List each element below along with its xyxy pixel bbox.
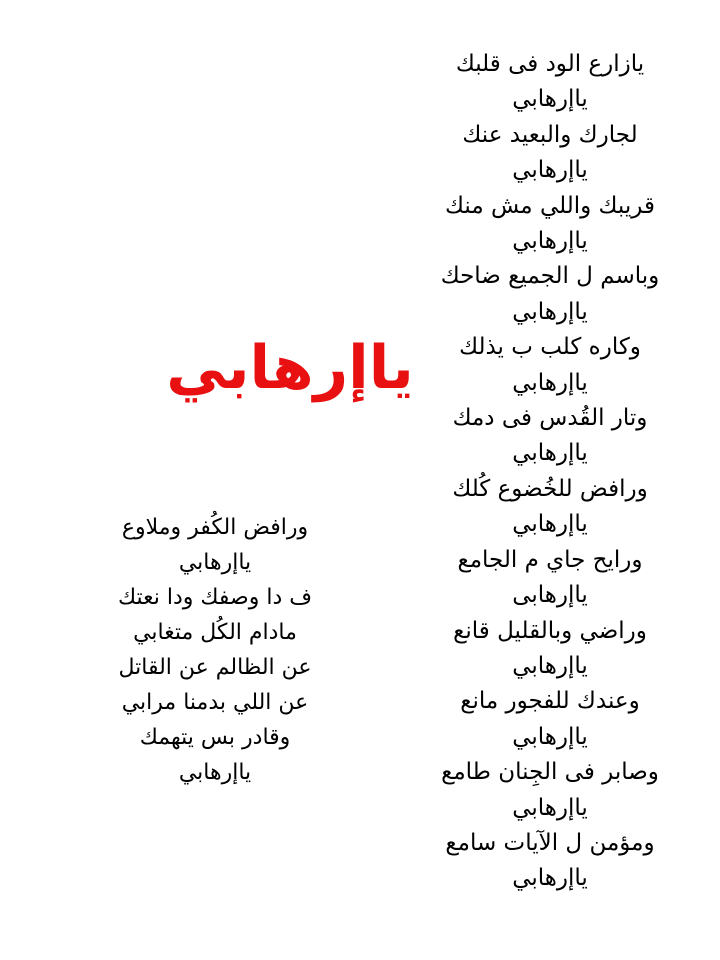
poem-line: لجارك والبعيد عنك	[462, 121, 638, 148]
poem-refrain: ياإرهابي	[512, 723, 588, 750]
poem-refrain: ياإرهابي	[512, 440, 588, 467]
poem-refrain: ياإرهابي	[512, 86, 588, 113]
poem-refrain: ياإرهابي	[512, 652, 588, 679]
poem-line: قريبك واللي مش منك	[445, 192, 655, 219]
poem-refrain: ياإرهابي	[512, 865, 588, 892]
poem-line: وراضي وبالقليل قانع	[453, 617, 647, 644]
poem-left-column	[95, 510, 335, 790]
poem-line: وقادر بس يتهمك	[139, 725, 291, 750]
poem-line: يازارع الود فى قلبك	[455, 51, 645, 77]
poem-line: وكاره كلب ب يذلك	[459, 334, 641, 361]
poem-right-column	[430, 47, 670, 897]
poem-line: وصابر فى الجِنان طامع	[441, 759, 659, 786]
poem-line: وباسم ل الجميع ضاحك	[440, 263, 660, 290]
poem-line: ورافض الكُفر وملاوع	[121, 515, 309, 540]
poem-refrain: ياإرهابى	[512, 582, 588, 609]
poem-line: ومؤمن ل الآيات سامع	[445, 829, 655, 856]
poem-line: وعندك للفجور مانع	[460, 688, 640, 715]
poem-refrain: ياإرهابي	[178, 550, 252, 575]
poem-line: ف دا وصفك ودا نعتك	[117, 585, 313, 610]
poem-line: عن الظالم عن القاتل	[118, 655, 312, 680]
poem-line: ورايح جاي م الجامع	[457, 546, 643, 573]
poem-refrain: ياإرهابي	[512, 794, 588, 821]
poem-title: ياإرهابي	[166, 333, 414, 403]
poem-refrain: ياإرهابي	[512, 157, 588, 184]
poem-refrain: ياإرهابي	[178, 760, 252, 785]
poem-line: مادام الكُل متغابي	[133, 620, 297, 645]
poem-refrain: ياإرهابي	[512, 511, 588, 538]
poem-refrain: ياإرهابي	[512, 369, 588, 396]
poem-refrain: ياإرهابي	[512, 298, 588, 325]
poem-line: ورافض للخُضوع كُلك	[452, 475, 648, 502]
poem-line: عن اللي بدمنا مرابي	[121, 690, 309, 715]
poem-refrain: ياإرهابي	[512, 228, 588, 255]
poem-line: وتار القُدس فى دمك	[452, 405, 648, 432]
